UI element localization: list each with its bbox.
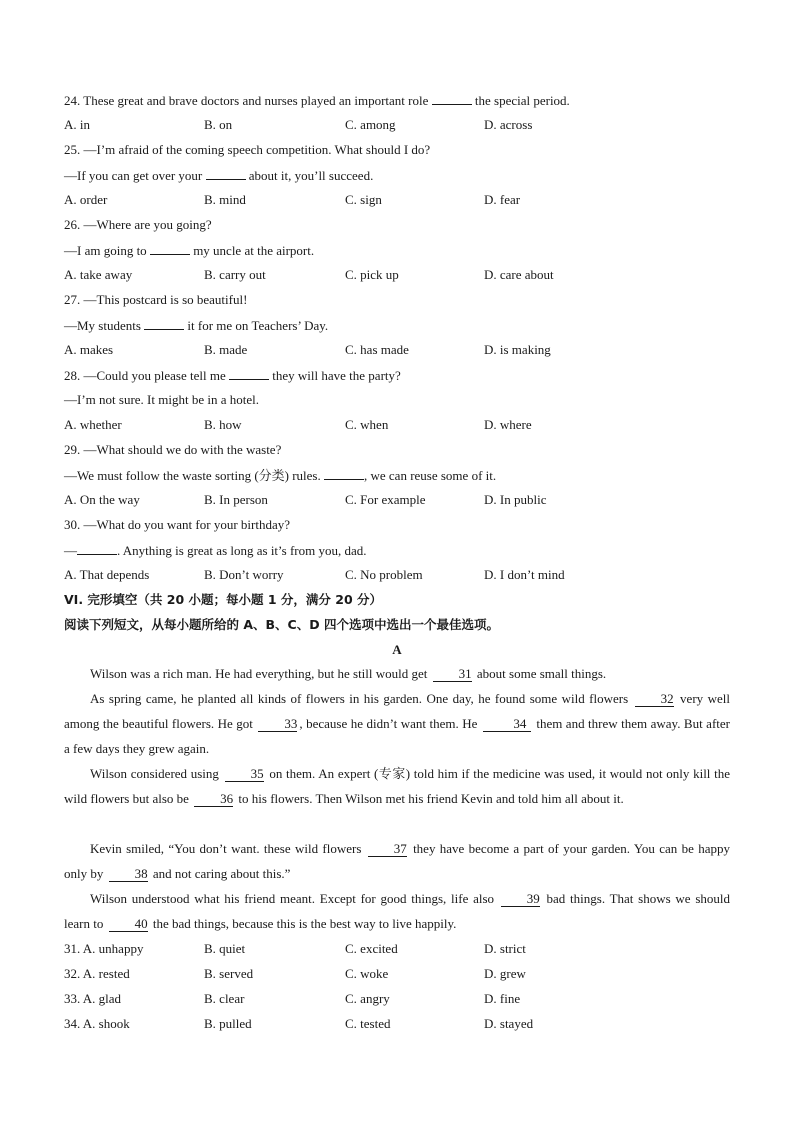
passage-paragraph-3: Wilson considered using 35 on them. An expert (专家) told him if the medicine was used, it would not only kill the wild flowers but also be 36 to his flowers. Then Wilson met his friend Kevin and told him all about it.	[64, 766, 731, 806]
option-d: D. care about	[484, 267, 554, 282]
question-31-options	[64, 941, 730, 957]
answer-blank	[150, 242, 190, 255]
option-a: A. That depends	[64, 567, 150, 582]
option-b: B. In person	[204, 492, 268, 507]
option-b: B. carry out	[204, 267, 266, 282]
option-a: 31. A. unhappy	[64, 941, 144, 956]
section-heading: VI. 完形填空（共 20 小题；每小题 1 分，满分 20 分）	[64, 592, 383, 607]
option-c: C. when	[345, 417, 389, 432]
blank-34: 34	[483, 717, 531, 732]
section-instruction: 阅读下列短文，从每小题所给的 A、B、C、D 四个选项中选出一个最佳选项。	[64, 617, 499, 632]
question-33-options	[64, 991, 730, 1007]
option-b: B. pulled	[204, 1016, 252, 1031]
question-28-line2: —I’m not sure. It might be in a hotel.	[64, 392, 259, 407]
option-a: 32. A. rested	[64, 966, 130, 981]
option-b: B. served	[204, 966, 254, 981]
option-b: B. mind	[204, 192, 246, 207]
question-26-stem: —I am going to my uncle at the airport.	[64, 243, 315, 258]
option-b: B. on	[204, 117, 233, 132]
question-25-line1: 25. —I’m afraid of the coming speech competition. What should I do?	[64, 142, 431, 157]
question-32-options	[64, 966, 730, 982]
blank-35: 35	[225, 767, 264, 782]
blank-37: 37	[368, 842, 407, 857]
question-30-stem: — . Anything is great as long as it’s from you, dad.	[64, 543, 367, 558]
option-d: D. fear	[484, 192, 521, 207]
question-29-options	[64, 492, 730, 508]
question-30-options	[64, 567, 730, 583]
option-c: C. tested	[345, 1016, 391, 1031]
option-a: A. whether	[64, 417, 122, 432]
option-c: C. pick up	[345, 267, 399, 282]
question-25-stem: —If you can get over your about it, you’ll succeed.	[64, 168, 374, 183]
option-a: A. order	[64, 192, 108, 207]
blank-36: 36	[194, 792, 233, 807]
question-26-options	[64, 267, 730, 283]
option-c: C. angry	[345, 991, 390, 1006]
option-b: B. how	[204, 417, 242, 432]
option-d: D. stayed	[484, 1016, 534, 1031]
blank-31: 31	[433, 667, 472, 682]
option-d: D. strict	[484, 941, 526, 956]
passage-paragraph-4: Kevin smiled, “You don’t want. these wild flowers 37 they have become a part of your garden. You can be happy only by 38 and not caring about this.”	[64, 841, 730, 881]
option-d: D. In public	[484, 492, 547, 507]
blank-39: 39	[501, 892, 540, 907]
question-27-stem: —My students it for me on Teachers’ Day.	[64, 318, 329, 333]
question-24-stem: 24. These great and brave doctors and nurses played an important role the special period.	[64, 93, 570, 108]
question-26-line1: 26. —Where are you going?	[64, 217, 212, 232]
question-24-options	[64, 117, 730, 133]
option-d: D. across	[484, 117, 533, 132]
option-b: B. Don’t worry	[204, 567, 284, 582]
option-c: C. has made	[345, 342, 409, 357]
option-d: D. fine	[484, 991, 521, 1006]
answer-blank	[144, 317, 184, 330]
option-a: A. take away	[64, 267, 133, 282]
blank-32: 32	[635, 692, 674, 707]
question-28-stem: 28. —Could you please tell me they will have the party?	[64, 368, 401, 383]
question-30-line1: 30. —What do you want for your birthday?	[64, 517, 291, 532]
option-c: C. excited	[345, 941, 398, 956]
question-27-options	[64, 342, 730, 358]
blank-40: 40	[109, 917, 148, 932]
question-25-options	[64, 192, 730, 208]
option-a: A. On the way	[64, 492, 140, 507]
option-b: B. made	[204, 342, 248, 357]
passage-paragraph-2: As spring came, he planted all kinds of flowers in his garden. One day, he found some wild flowers 32 very well among the beautiful flowers. He got 33 , because he didn’t want them. He 34 them and threw them away. But after a few days they grew again.	[64, 691, 730, 756]
option-a: A. in	[64, 117, 90, 132]
answer-blank	[324, 467, 364, 480]
option-a: A. makes	[64, 342, 114, 357]
blank-33: 33	[258, 717, 297, 732]
option-d: D. where	[484, 417, 532, 432]
option-c: C. For example	[345, 492, 426, 507]
passage-paragraph-1: Wilson was a rich man. He had everything, but he still would get 31 about some small things.	[90, 666, 607, 681]
option-b: B. quiet	[204, 941, 246, 956]
question-29-line1: 29. —What should we do with the waste?	[64, 442, 282, 457]
option-d: D. grew	[484, 966, 526, 981]
option-a: 34. A. shook	[64, 1016, 130, 1031]
question-28-options	[64, 417, 730, 433]
passage-label: A	[392, 642, 402, 657]
option-d: D. I don’t mind	[484, 567, 565, 582]
option-d: D. is making	[484, 342, 551, 357]
passage-paragraph-5: Wilson understood what his friend meant. Except for good things, life also 39 bad things. That shows we should learn to 40 the bad things, because this is the best way to live happily.	[64, 891, 730, 931]
blank-38: 38	[109, 867, 148, 882]
option-c: C. woke	[345, 966, 389, 981]
option-c: C. among	[345, 117, 396, 132]
question-29-stem: —We must follow the waste sorting (分类) rules. , we can reuse some of it.	[64, 468, 497, 483]
answer-blank	[77, 542, 117, 555]
option-b: B. clear	[204, 991, 245, 1006]
question-34-options	[64, 1016, 730, 1032]
option-a: 33. A. glad	[64, 991, 122, 1006]
option-c: C. No problem	[345, 567, 423, 582]
question-27-line1: 27. —This postcard is so beautiful!	[64, 292, 248, 307]
answer-blank	[206, 167, 246, 180]
option-c: C. sign	[345, 192, 382, 207]
answer-blank	[229, 367, 269, 380]
answer-blank	[432, 92, 472, 105]
